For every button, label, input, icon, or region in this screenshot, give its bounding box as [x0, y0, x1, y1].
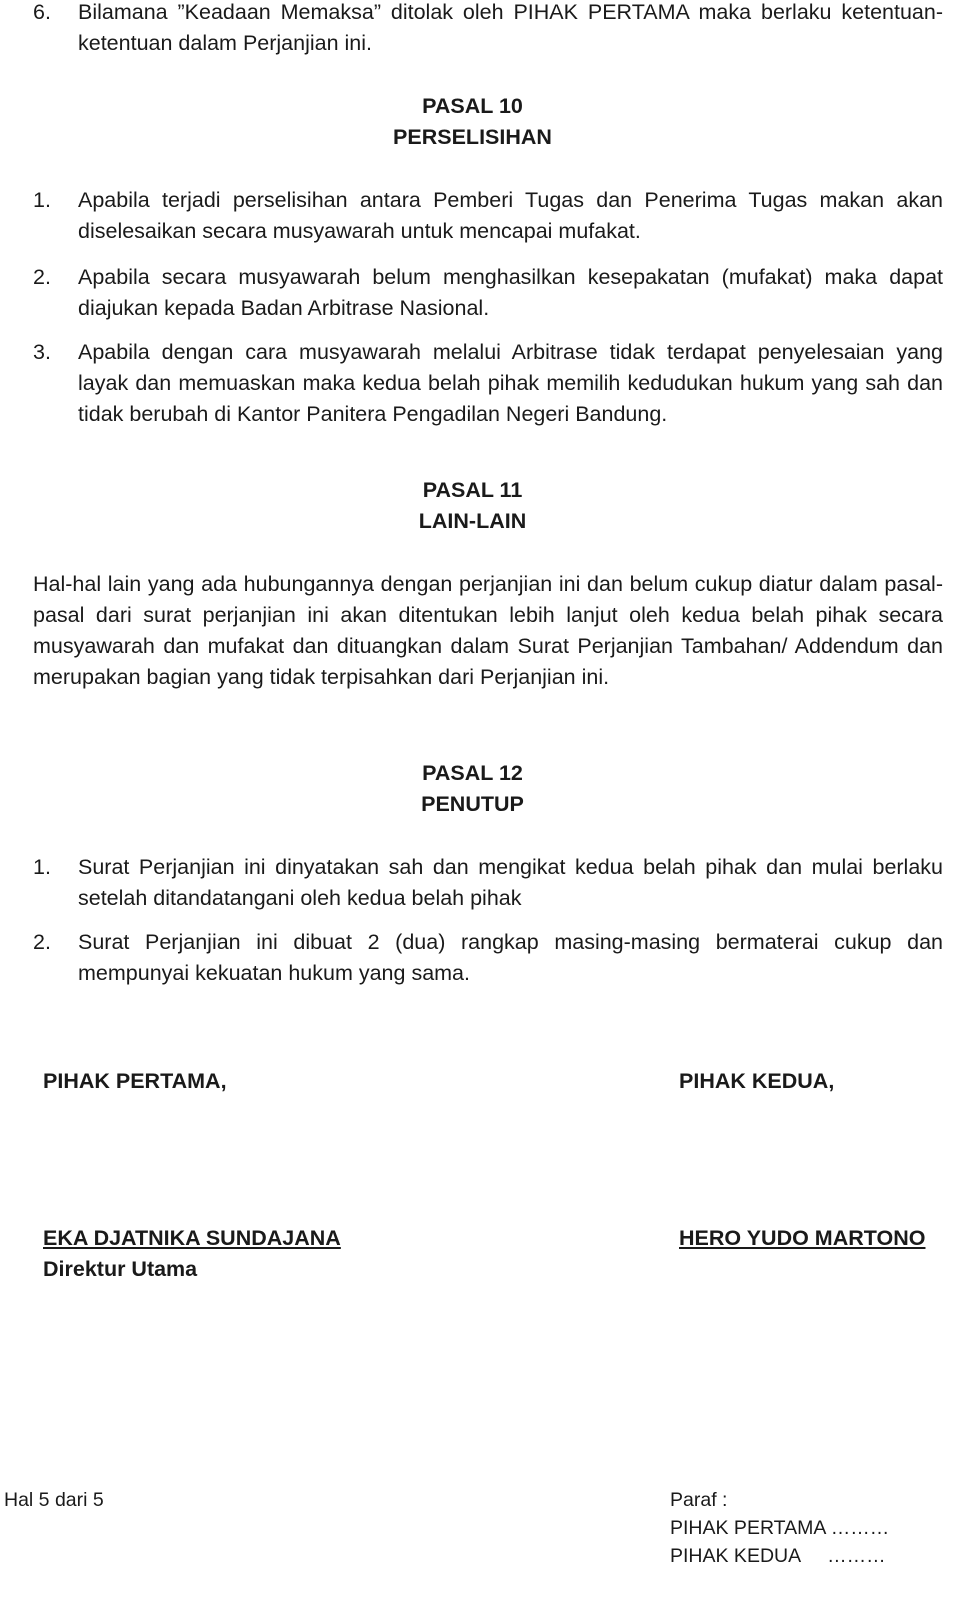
- item-number: 2.: [33, 930, 51, 954]
- pasal-12-item-2: [33, 927, 943, 989]
- first-party-label: PIHAK PERTAMA,: [43, 1069, 227, 1093]
- item-text: Surat Perjanjian ini dinyatakan sah dan mengikat kedua belah pihak dan mulai berlaku setelah ditandatangani oleh kedua belah pihak: [78, 855, 943, 910]
- item-number: 2.: [33, 265, 51, 289]
- pasal-12-subtitle: PENUTUP: [421, 792, 524, 816]
- second-party-label: PIHAK KEDUA,: [679, 1069, 835, 1093]
- pasal-10-subtitle: PERSELISIHAN: [393, 125, 552, 149]
- item-text: Surat Perjanjian ini dibuat 2 (dua) rangkap masing-masing bermaterai cukup dan mempunyai kekuatan hukum yang sama.: [78, 930, 943, 985]
- item-text: Apabila dengan cara musyawarah melalui Arbitrase tidak terdapat penyelesaian yang layak dan memuaskan maka kedua belah pihak memilih kedudukan hukum yang sah dan tidak berubah di Kantor Panitera Pengadilan Negeri Bandung.: [78, 340, 943, 426]
- pasal-10-item-3: [33, 337, 943, 430]
- paraf-second-party: PIHAK KEDUA ………: [670, 1545, 886, 1567]
- pasal-12-item-1: [33, 852, 943, 914]
- item-text: Apabila secara musyawarah belum menghasilkan kesepakatan (mufakat) maka dapat diajukan kepada Badan Arbitrase Nasional.: [78, 265, 943, 320]
- pasal-11-title: PASAL 11: [422, 478, 523, 502]
- item-number: 3.: [33, 340, 51, 364]
- paraf-label: Paraf :: [670, 1489, 728, 1511]
- first-party-name: EKA DJATNIKA SUNDAJANA: [43, 1226, 341, 1250]
- pasal-11-subtitle: LAIN-LAIN: [418, 509, 527, 533]
- pasal-11-paragraph: Hal-hal lain yang ada hubungannya dengan perjanjian ini dan belum cukup diatur dalam pasal-pasal dari surat perjanjian ini akan ditentukan lebih lanjut oleh kedua belah pihak secara musyawarah dan mufakat dan dituangkan dalam Surat Perjanjian Tambahan/ Addendum dan merupakan bagian yang tidak terpisahkan dari Perjanjian ini.: [33, 572, 943, 689]
- clause-number: 6.: [33, 0, 51, 24]
- clause-6: [33, 0, 943, 59]
- second-party-name: HERO YUDO MARTONO: [679, 1226, 926, 1250]
- page-number: Hal 5 dari 5: [4, 1489, 104, 1511]
- paraf-first-party: PIHAK PERTAMA ………: [670, 1517, 890, 1539]
- item-number: 1.: [33, 855, 51, 879]
- item-text: Apabila terjadi perselisihan antara Pemberi Tugas dan Penerima Tugas makan akan diselesaikan secara musyawarah untuk mencapai mufakat.: [78, 188, 943, 243]
- first-party-position: Direktur Utama: [43, 1257, 198, 1281]
- pasal-12-title: PASAL 12: [422, 761, 523, 785]
- item-number: 1.: [33, 188, 51, 212]
- clause-text: Bilamana ”Keadaan Memaksa” ditolak oleh PIHAK PERTAMA maka berlaku ketentuan-ketentuan dalam Perjanjian ini.: [78, 0, 943, 55]
- pasal-10-item-2: [33, 262, 943, 324]
- pasal-10-item-1: [33, 185, 943, 247]
- pasal-10-title: PASAL 10: [422, 94, 523, 118]
